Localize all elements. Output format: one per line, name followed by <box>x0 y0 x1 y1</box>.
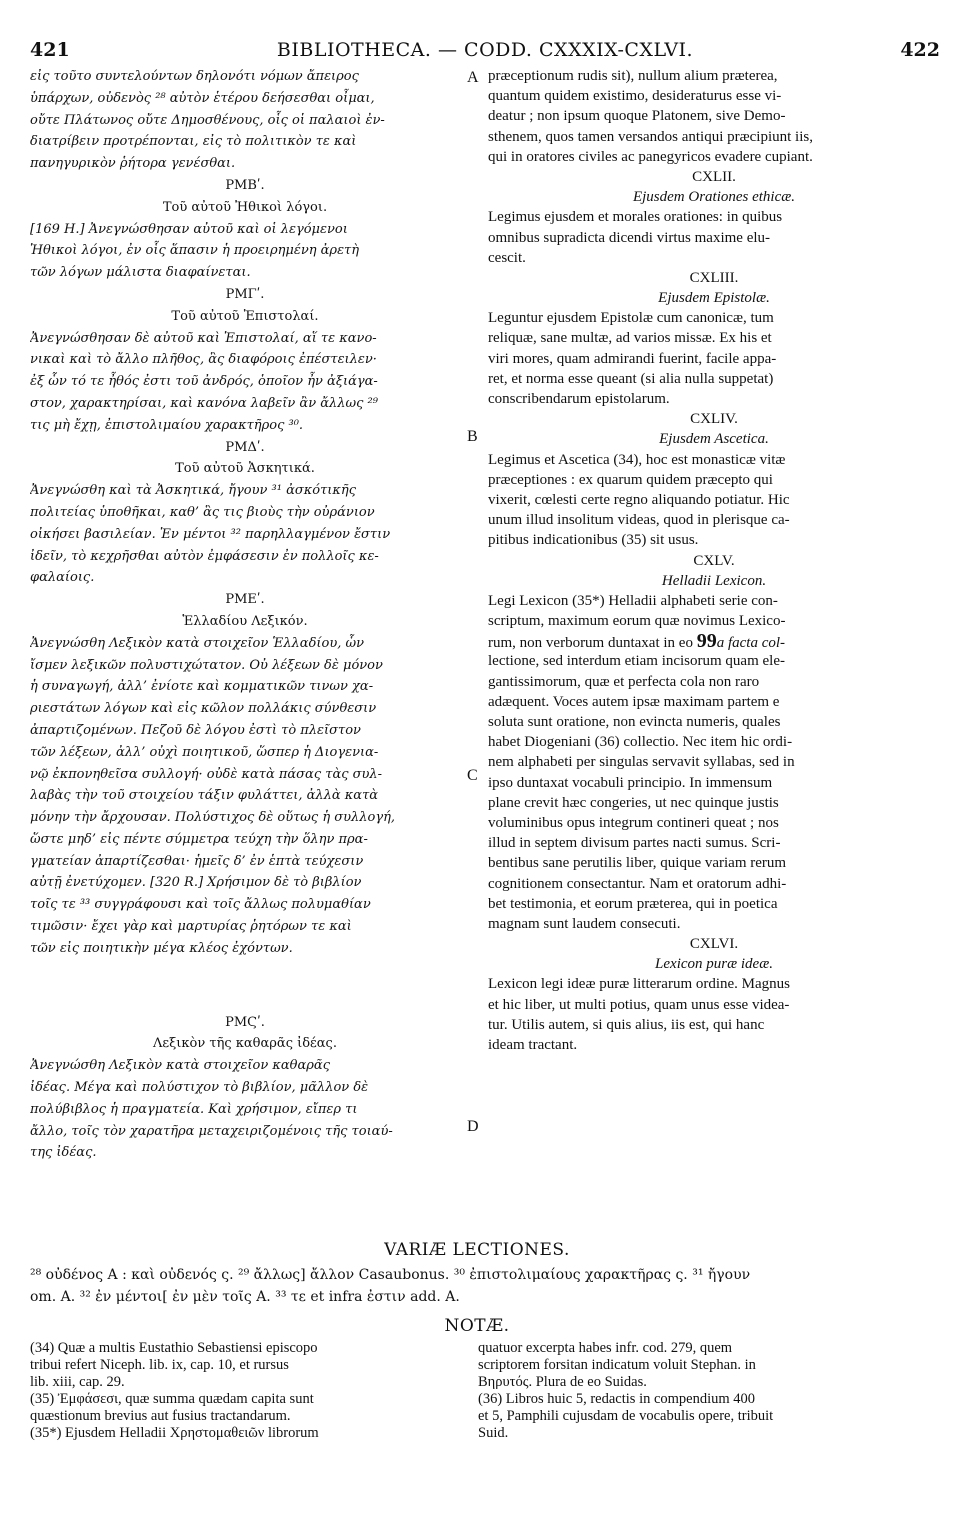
greek-line: ἐξ ὧν τό τε ἦθός ἐστι τοῦ ἀνδρός, ὁποῖον ἦν ἀξιάγα- <box>30 374 378 390</box>
chapter-number: CXLV. <box>693 552 735 569</box>
greek-column <box>30 66 460 1236</box>
latin-line: reliquæ, sane multæ, ad varios missæ. Ex his et <box>488 330 772 347</box>
running-title: BIBLIOTHECA. — CODD. CXXXIX-CXLVI. <box>276 39 694 61</box>
latin-line: tur. Utilis autem, si quis alius, iis est, qui hanc <box>488 1016 765 1033</box>
notae-heading: NOTÆ. <box>444 1316 510 1336</box>
latin-line: Legimus et Ascetica (34), hoc est monasticæ vitæ <box>488 451 786 468</box>
note-line: scriptorem forsitan indicatum voluit Stephan. in <box>478 1357 756 1373</box>
greek-line: πολιτείας ὑποθῆκαι, καθ’ ἃς τις βιοὺς τὴν οὐράνιον <box>30 504 375 520</box>
latin-line: Lexicon legi ideæ puræ litterarum ordine. Magnus <box>488 976 791 993</box>
latin-line: qui in oratores civiles ac panegyricos evadere cupiant. <box>488 148 813 165</box>
latin-line: vixerit, cœlesti certe regno aliquando potiatur. Hic <box>488 491 790 508</box>
greek-line: [169 H.] Ἀνεγνώσθησαν αὐτοῦ καὶ οἱ λεγόμενοι <box>30 221 348 237</box>
greek-line: τῶν λόγων μάλιστα διαφαίνεται. <box>30 265 251 281</box>
note-line: Βηρυτός. Plura de eo Suidas. <box>478 1374 647 1390</box>
greek-line: τοῖς τε ³³ συγγράφουσι καὶ τοῖς ἄλλως πολυμαθίαν <box>30 897 371 913</box>
latin-column <box>488 66 940 1236</box>
chapter-number: CXLIV. <box>690 411 738 428</box>
greek-line: φαλαίοις. <box>30 570 95 586</box>
latin-line: scriptum, maximum eorum quæ novimus Lexico- <box>488 613 786 630</box>
greek-line: αὐτῇ ἐνετύχομεν. [320 R.] Χρήσιμον δὲ τὸ βιβλίον <box>30 875 362 891</box>
note-line: (36) Libros huic 5, redactis in compendium 400 <box>478 1391 756 1407</box>
latin-line-text: rum, non verborum duntaxat in eo <box>488 635 693 652</box>
note-line: Suid. <box>478 1425 509 1441</box>
greek-line: διατρίβειν προτρέπονται, εἰς τὸ πολιτικὸν τε καὶ <box>30 134 357 150</box>
latin-line-text: a facta col- <box>716 635 786 652</box>
chapter-heading: Τοῦ αὐτοῦ Ἠθικοὶ λόγοι. <box>162 199 328 215</box>
note-line: (34) Quæ a multis Eustathio Sebastiensi episcopo <box>30 1340 318 1356</box>
latin-line: cognitionem consectantur. Nam et oratorum adhi- <box>488 875 787 892</box>
greek-line: Ἠθικοὶ λόγοι, ἐν οἷς ἅπασιν ἡ προειρημένη ἀρετὴ <box>30 243 360 259</box>
greek-line: ἀπαρτιζομένων. Πεζοῦ δὲ λόγου ἐστὶ τὸ πλεῖστον <box>30 722 361 738</box>
greek-line: εἰς τοῦτο συντελούντων δηλονότι νόμων ἄπειρος <box>30 69 359 84</box>
variae-lectiones <box>30 1264 940 1308</box>
note-line: tribui refert Niceph. lib. ix, cap. 10, et rursus <box>30 1357 289 1373</box>
chapter-number: CXLVI. <box>689 936 739 953</box>
chapter-heading: Ejusdem Orationes ethicæ. <box>632 189 796 206</box>
chapter-heading: Helladii Lexicon. <box>661 572 767 589</box>
latin-line: et hic liber, ut multi potius, quam unus esse videa- <box>488 996 790 1013</box>
chapter-number: ΡΜϚʹ. <box>225 1014 265 1030</box>
greek-line: λαβὰς τὴν τοῦ στοιχείου τάξιν φυλάττει, ἀλλὰ κατὰ <box>30 788 379 804</box>
chapter-number: CXLIII. <box>689 269 739 286</box>
chapter-number: ΡΜΔʹ. <box>225 439 265 455</box>
greek-line: ἄλλο, τοῖς τὸν χαρατῆρα μεταχειριζομένοις τῆς τοιαύ- <box>30 1123 393 1139</box>
latin-line: omnibus supradicta dicendi virtus maxime elu- <box>488 229 771 246</box>
greek-line: Ἀνεγνώσθη καὶ τὰ Ἀσκητικά, ἤγουν ³¹ ἀσκότικῆς <box>30 483 356 499</box>
greek-line: πανηγυρικὸν ῥήτορα γενέσθαι. <box>30 156 236 172</box>
page-number-left: 421 <box>30 39 70 61</box>
greek-line: ὥστε μηδ’ εἰς πέντε σύμμετρα τεύχη τὴν ὅλην πρα- <box>30 831 368 847</box>
latin-line: ideam tractant. <box>488 1037 578 1053</box>
greek-line: οἰκήσει βασιλείαν. Ἐν μέντοι ³² παρηλλαγμένον ἔστιν <box>30 526 391 542</box>
chapter-heading: Lexicon puræ ideæ. <box>655 956 773 973</box>
greek-line: τῶν λέξεων, ἀλλ’ οὐχὶ ποιητικοῦ, ὥσπερ ἡ Διογενια- <box>30 744 379 760</box>
greek-line: ἰδέας. Μέγα καὶ πολύστιχον τὸ βιβλίον, μᾶλλον δὲ <box>30 1080 369 1096</box>
chapter-heading: Τοῦ αὐτοῦ Ἐπιστολαί. <box>171 308 319 324</box>
chapter-heading: Ejusdem Epistolæ. <box>658 290 770 307</box>
note-line: lib. xiii, cap. 29. <box>30 1374 125 1390</box>
chapter-heading: Ἑλλαδίου Λεξικόν. <box>182 613 308 629</box>
margin-letter-d: D <box>467 1118 479 1135</box>
greek-line: στον, χαρακτηρίσαι, καὶ κανόνα λαβεῖν ἂν ἄλλως ²⁹ <box>30 395 378 411</box>
latin-line: magnam sunt laudem consecuti. <box>488 915 681 932</box>
latin-line: Legimus ejusdem et morales orationes: in quibus <box>488 209 783 226</box>
greek-line: τις μὴ ἔχῃ, ἐπιστολιμαίου χαρακτῆρος ³⁰. <box>30 417 304 433</box>
greek-line: νῷ ἐκπονηθεῖσα συλλογή· οὐδὲ κατὰ πάσας τὰς συλ- <box>30 766 383 782</box>
greek-line: Ἀνεγνώσθη Λεξικὸν κατὰ στοιχεῖον Ἑλλαδίου, ὧν <box>30 635 364 651</box>
latin-line: voluminibus opus integrum contineri queat ; nos <box>488 814 779 831</box>
margin-letter-b: B <box>467 428 478 445</box>
latin-line: præceptionum rudis sit), nullum alium præterea, <box>488 68 778 84</box>
latin-line <box>488 631 940 651</box>
latin-line: sthenem, quos tamen versandos antiqui præcipiunt iis, <box>488 128 813 145</box>
latin-line: plane crevit hæc congeries, ut nec quinque justis <box>488 794 779 811</box>
latin-line: Legi Lexicon (35*) Helladii alphabeti serie con- <box>488 592 778 609</box>
greek-line: ἴσμεν λεξικῶν πολυστιχώτατον. Οὐ λέξεων δὲ μόνον <box>30 657 383 673</box>
note-line: quatuor excerpta habes infr. cod. 279, quem <box>478 1340 733 1356</box>
greek-line: Ἀνεγνώσθησαν δὲ αὐτοῦ καὶ Ἐπιστολαί, αἵ τε κανο- <box>30 330 377 346</box>
greek-line: ἡ συναγωγή, ἀλλ’ ἐνίοτε καὶ κομματικῶν τινων χα- <box>30 679 374 695</box>
greek-line: τιμῶσιν· ἔχει γὰρ καὶ μαρτυρίας ῥητόρων τε καὶ <box>30 919 352 935</box>
notae-right-column <box>478 1340 940 1442</box>
varia-line: om. A. ³² ἐν μέντοι[ ἐν μὲν τοῖς A. ³³ τε et infra ἐστιν add. A. <box>30 1289 460 1305</box>
margin-letter-c: C <box>467 767 478 784</box>
margin-letter-a: A <box>467 69 479 86</box>
latin-line: ret, et norma esse queant (si alia nulla suppetat) <box>488 370 774 387</box>
greek-line: τῶν εἰς ποιητικὴν μέγα κλέος ἐχόντων. <box>30 940 293 956</box>
latin-line: adæquent. Voces autem ipsæ maximam partem e <box>488 693 780 710</box>
latin-line: lectione, sed interdum etiam incisorum quam ele- <box>488 653 785 670</box>
chapter-number: ΡΜΕʹ. <box>225 592 265 608</box>
note-line: quæstionum brevius aut fusius tractandarum. <box>30 1408 291 1424</box>
latin-line: illud in septem divisum partes nacti sumus. Scri- <box>488 835 781 852</box>
latin-line: deatur ; non ipsum quoque Platonem, sive Demo- <box>488 108 786 125</box>
latin-line: bet testimonia, et eorum præterea, qui in poetica <box>488 895 778 912</box>
greek-line: νικαὶ καὶ τὸ ἄλλο πλῆθος, ἃς διαφόροις ἐπέστειλεν· <box>30 352 377 368</box>
greek-line: ριεστάτων λόγων καὶ εἰς κῶλον πολλάκις σύνθεσιν <box>30 701 377 717</box>
greek-line: οὔτε Πλάτωνος οὔτε Δημοσθένους, οἷς οἱ παλαιοὶ ἐν- <box>30 112 385 128</box>
chapter-number: ΡΜΓʹ. <box>225 286 265 302</box>
notae-left-column <box>30 1340 460 1442</box>
chapter-heading: Ejusdem Ascetica. <box>659 431 769 448</box>
latin-line: nem alphabeti per singulas servavit syllabas, sed in <box>488 754 795 771</box>
running-header <box>30 38 940 62</box>
latin-line: quantum quidem existimo, desideraturus esse vi- <box>488 88 782 105</box>
variae-lectiones-heading: VARIÆ LECTIONES. <box>384 1240 570 1260</box>
page-number-right: 422 <box>900 39 940 61</box>
latin-line: conscribendarum epistolarum. <box>488 391 670 407</box>
latin-line: bentibus sane perutilis liber, quique variam rerum <box>488 855 787 872</box>
chapter-number: CXLII. <box>692 168 736 185</box>
latin-line: præceptiones : ex quarum quidem præcepto qui <box>488 471 773 488</box>
chapter-heading: Λεξικὸν τῆς καθαρᾶς ἰδέας. <box>153 1036 337 1052</box>
latin-line: viri mores, quam admirandi fuerint, facile appa- <box>488 350 777 367</box>
latin-line: unum illud insolitum videas, quod in plerisque ca- <box>488 512 790 529</box>
column-gap <box>30 960 460 1012</box>
folio-marker: 99 <box>696 631 717 652</box>
chapter-heading: Τοῦ αὐτοῦ Ἀσκητικά. <box>175 461 315 477</box>
latin-line: cescit. <box>488 249 526 266</box>
chapter-number: ΡΜΒʹ. <box>225 177 265 193</box>
latin-line: Leguntur ejusdem Epistolæ cum canonicæ, tum <box>488 310 774 327</box>
greek-line: μόνην τὴν ἄρχουσαν. Πολύστιχος δὲ οὕτως ἡ συλλογή, <box>30 810 396 826</box>
greek-line: της ἰδέας. <box>30 1145 97 1161</box>
latin-line: ipso duntaxat vocabuli principio. In immensum <box>488 774 773 791</box>
note-line: et 5, Pamphili cujusdam de vocabulis opere, tribuit <box>478 1408 774 1424</box>
latin-line: soluta sunt oratione, non evincta numeris, quales <box>488 714 781 730</box>
greek-line: ὑπάρχων, οὐδενὸς ²⁸ αὐτὸν ἑτέρου δεήσεσθαι οἶμαι, <box>30 90 375 106</box>
greek-line: ἰδεῖν, τὸ κεχρῆσθαι αὐτὸν ἐμφάσεσιν ἐν πολλοῖς κε- <box>30 548 379 564</box>
latin-line: gantissimorum, quæ et perfecta cola non raro <box>488 673 760 690</box>
note-line: (35) Ἐμφάσεσι, quæ summa quædam capita sunt <box>30 1391 314 1407</box>
latin-line: habet Diogeniani (36) collectio. Nec item hic ordi- <box>488 734 793 751</box>
greek-line: Ἀνεγνώσθη Λεξικὸν κατὰ στοιχεῖον καθαρᾶς <box>30 1058 330 1074</box>
greek-line: πολύβιβλος ἡ πραγματεία. Καὶ χρήσιμον, εἴπερ τι <box>30 1101 358 1117</box>
varia-line: ²⁸ οὐδένος A : καὶ οὐδενός ς. ²⁹ ἄλλως] ἄλλον Casaubonus. ³⁰ ἐπιστολιμαίους χαρακτῆρας ς. ³¹ ἤγουν <box>30 1267 751 1283</box>
latin-line: pitibus indicationibus (35) sit usus. <box>488 532 699 549</box>
greek-line: γματείαν ἀπαρτίζεσθαι· ἡμεῖς δ’ ἐν ἑπτὰ τεύχεσιν <box>30 853 364 869</box>
note-line: (35*) Ejusdem Helladii Χρηστομαθειῶν librorum <box>30 1425 319 1441</box>
